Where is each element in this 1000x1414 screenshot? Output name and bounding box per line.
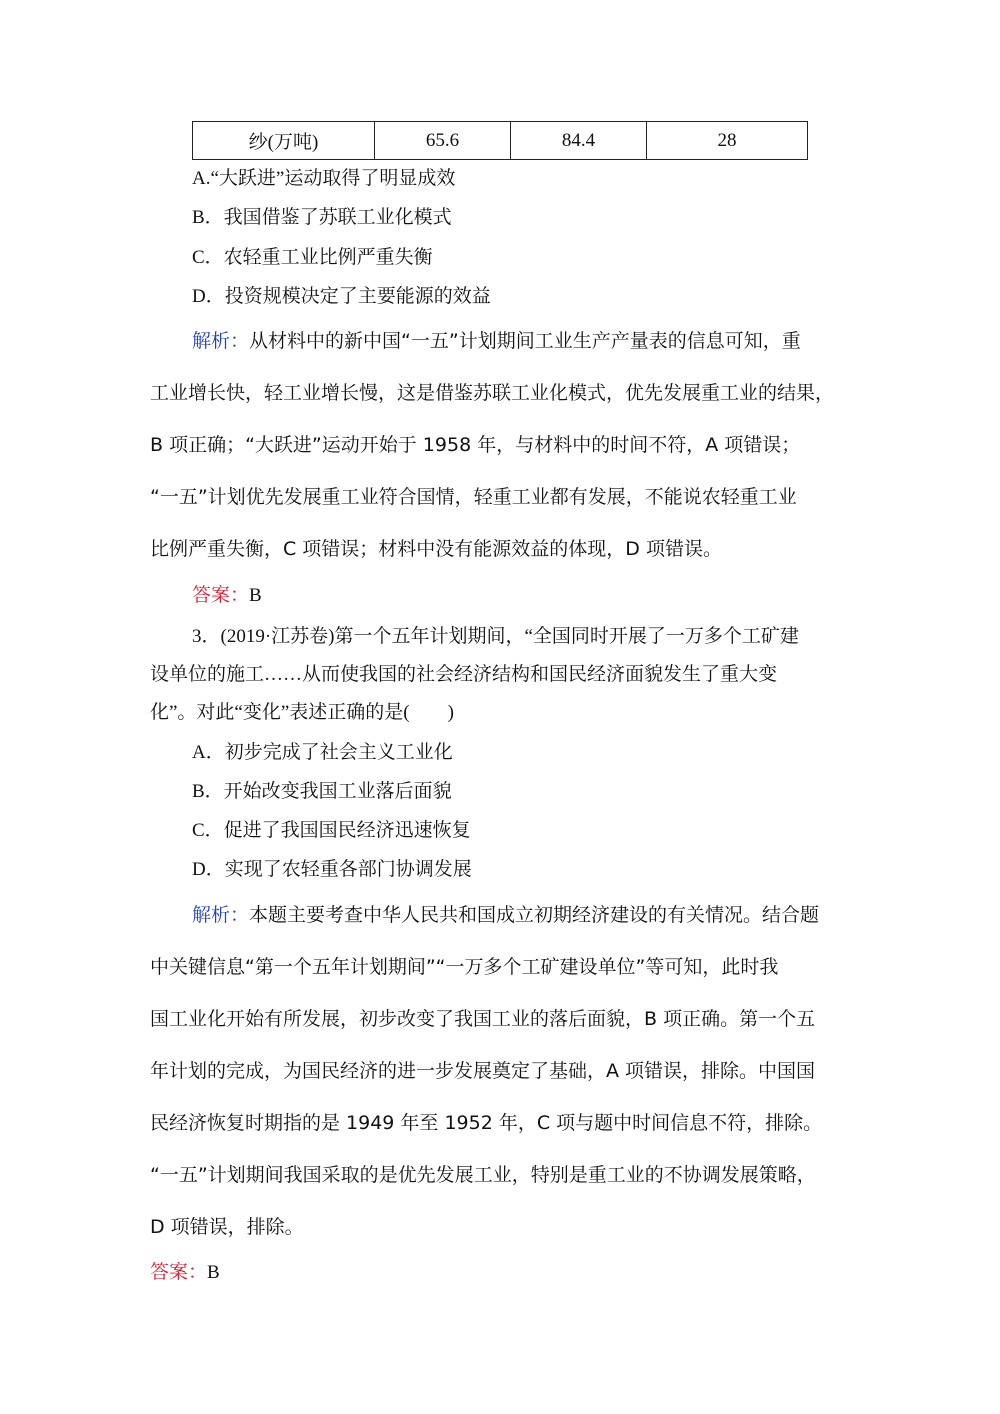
q2-analysis-line-5: 比例严重失衡，C 项错误；材料中没有能源效益的体现，D 项错误。 <box>150 538 722 560</box>
q3-analysis-line-5: 民经济恢复时期指的是 1949 年至 1952 年，C 项与题中时间信息不符，排除。 <box>150 1112 823 1134</box>
q3-stem-line-2: 设单位的施工……从而使我国的社会经济结构和国民经济面貌发生了重大变 <box>150 664 778 685</box>
q2-option-b: B．我国借鉴了苏联工业化模式 <box>192 207 452 228</box>
q3-analysis-line-1: 解析：本题主要考查中华人民共和国成立初期经济建设的有关情况。结合题 <box>192 904 820 926</box>
q2-option-d: D．投资规模决定了主要能源的效益 <box>192 286 491 307</box>
q2-analysis-line-3: B 项正确；“大跃进”运动开始于 1958 年，与材料中的时间不符，A 项错误； <box>150 434 801 456</box>
table-row <box>193 122 808 160</box>
q2-analysis-line-4: “一五”计划优先发展重工业符合国情，轻重工业都有发展，不能说农轻重工业 <box>150 486 797 508</box>
q2-answer-value: B <box>249 585 262 606</box>
q3-analysis-line-4: 年计划的完成，为国民经济的进一步发展奠定了基础，A 项错误，排除。中国国 <box>150 1060 816 1082</box>
table-cell-value: 28 <box>647 122 808 160</box>
q2-option-c: C．农轻重工业比例严重失衡 <box>192 247 433 268</box>
q2-option-a: A.“大跃进”运动取得了明显成效 <box>192 168 456 189</box>
q2-answer <box>192 580 262 607</box>
q3-stem-line-1: 3．(2019·江苏卷)第一个五年计划期间，“全国同时开展了一万多个工矿建 <box>192 626 799 647</box>
q3-answer <box>150 1257 220 1284</box>
q3-analysis-label: 解析： <box>192 904 250 926</box>
q3-option-c: C．促进了我国国民经济迅速恢复 <box>192 820 471 841</box>
q2-answer-label: 答案： <box>192 584 250 606</box>
q2-analysis-line-1: 解析：从材料中的新中国“一五”计划期间工业生产产量表的信息可知，重 <box>192 330 801 352</box>
q3-answer-value: B <box>207 1262 220 1283</box>
table-cell-item: 纱(万吨) <box>193 122 375 160</box>
q2-analysis-line-2: 工业增长快，轻工业增长慢，这是借鉴苏联工业化模式，优先发展重工业的结果， <box>150 382 835 404</box>
q3-analysis-line-7: D 项错误，排除。 <box>150 1216 304 1238</box>
q3-option-d: D．实现了农轻重各部门协调发展 <box>192 859 472 880</box>
table-cell-value: 84.4 <box>511 122 647 160</box>
q3-analysis-line-2: 中关键信息“第一个五年计划期间”“一万多个工矿建设单位”等可知，此时我 <box>150 956 779 978</box>
q3-option-b: B．开始改变我国工业落后面貌 <box>192 781 452 802</box>
q3-option-a: A．初步完成了社会主义工业化 <box>192 742 453 763</box>
table-cell-value: 65.6 <box>375 122 511 160</box>
q3-stem-line-3: 化”。对此“变化”表述正确的是( ) <box>150 702 454 723</box>
q3-answer-label: 答案： <box>150 1261 208 1283</box>
q2-analysis-label: 解析： <box>192 330 250 352</box>
production-table <box>192 121 808 160</box>
q3-analysis-line-3: 国工业化开始有所发展，初步改变了我国工业的落后面貌，B 项正确。第一个五 <box>150 1008 816 1030</box>
q3-analysis-line-6: “一五”计划期间我国采取的是优先发展工业，特别是重工业的不协调发展策略， <box>150 1164 816 1186</box>
